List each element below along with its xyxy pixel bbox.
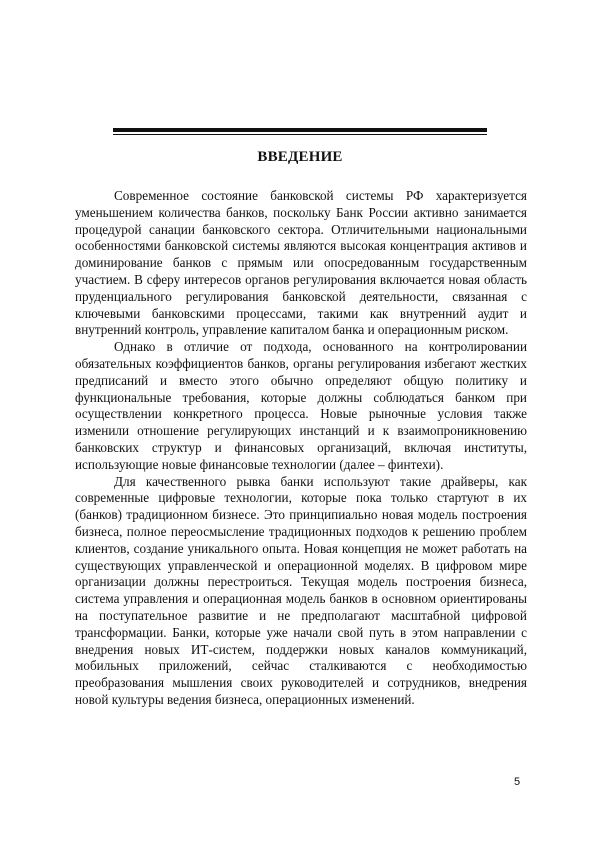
paragraph: Современное состояние банковской системы РФ характеризуется уменьшением количества банков, поскольку Банк России активно занимается процедурой санации банковского сектора. Отличительными национальными особенностями банковской системы являются высокая концентрация активов и доминирование банков с прямым или опосредованным государственным участием. В сферу интересов органов регулирования включается новая область пруденциального регулирования банковской деятельности, связанная с ключевыми банковскими процессами, такими как внутренний аудит и внутренний контроль, управление капиталом банка и операционным риском. [75,188,527,338]
body-text [75,188,527,709]
paragraph: Однако в отличие от подхода, основанного на контролировании обязательных коэффициентов банков, органы регулирования избегают жестких предписаний и вместо этого обычно определяют общую политику и функциональные требования, которые должны соблюдаться банком при осуществлении конкретного процесса. Новые рыночные условия также изменили отношение регулирующих инстанций и к взаимопроникновению банковских структур и финансовых организаций, включая институты, использующие новые финансовые технологии (далее – финтехи). [75,339,527,472]
page-number: 5 [514,776,521,788]
header-rule-thin [113,134,487,135]
header-rule-thick [113,128,487,132]
paragraph: Для качественного рывка банки используют такие драйверы, как современные цифровые технологии, которые пока только стартуют в их (банков) традиционном бизнесе. Это принципиально новая модель построения бизнеса, полное переосмысление традиционных подходов к решению проблем клиентов, создание уникального опыта. Новая концепция не может работать на существующих управленческой и операционной моделях. В цифровом мире организации должны перестроиться. Текущая модель построения бизнеса, система управления и операционная модель банков в основном ориентированы на поступательное развитие и не предполагают масштабной цифровой трансформации. Банки, которые уже начали свой путь в этом направлении с внедрения новых ИТ-систем, поддержки новых каналов коммуникаций, мобильных приложений, сейчас сталкиваются с необходимостью преобразования мышления своих руководителей и сотрудников, внедрения новой культуры ведения бизнеса, операционных изменений. [75,473,527,707]
section-heading: ВВЕДЕНИЕ [257,149,343,165]
